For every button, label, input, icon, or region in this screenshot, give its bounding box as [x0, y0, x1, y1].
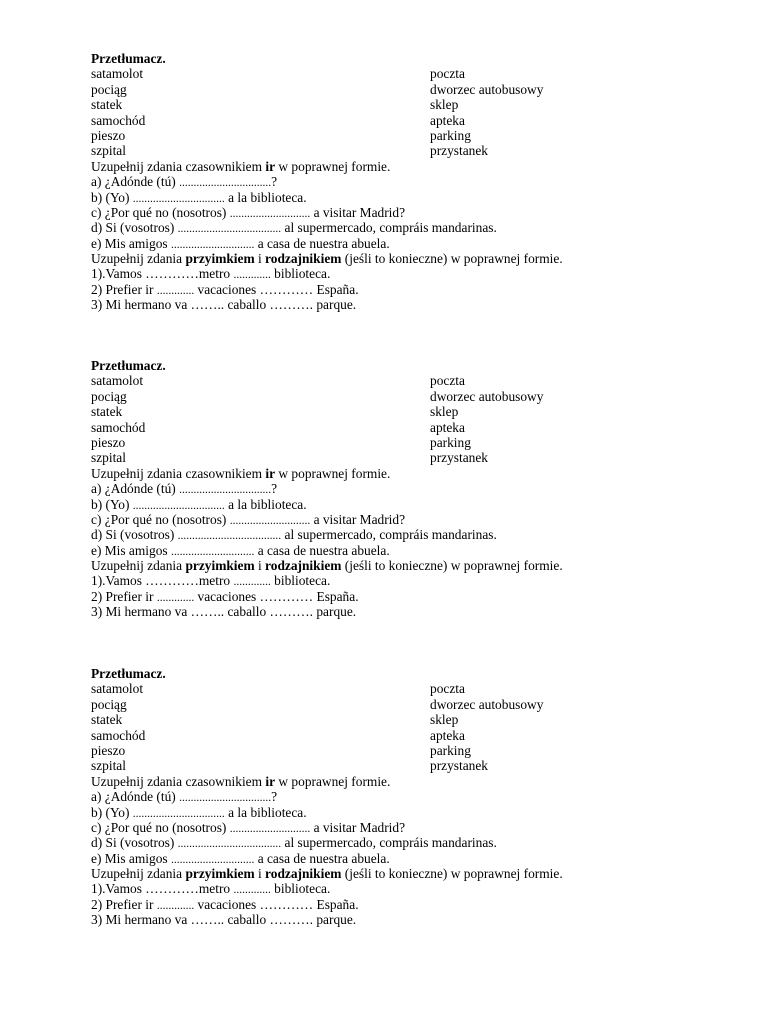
- vocab-word: satamolot: [91, 66, 144, 82]
- vocab-word: pieszo: [91, 434, 126, 450]
- vocab-word: dworzec autobusowy: [430, 388, 544, 404]
- vocab-word: poczta: [430, 681, 465, 697]
- vocab-row: [91, 697, 691, 712]
- vocab-row: [91, 681, 691, 696]
- vocab-word: pieszo: [91, 127, 126, 143]
- vocab-word: pociąg: [91, 81, 127, 97]
- exercise-item: c) ¿Por qué no (nosotros) ............................ a visitar Madrid?: [91, 511, 406, 527]
- worksheet-block: [91, 51, 691, 313]
- block-title: Przetłumacz.: [91, 51, 166, 66]
- exercise-instruction: Uzupełnij zdania czasownikiem ir w poprawnej formie.: [91, 158, 391, 174]
- vocab-word: apteka: [430, 112, 465, 128]
- vocab-word: parking: [430, 127, 471, 143]
- blank-dots: ................................: [132, 192, 225, 205]
- exercise-item: b) (Yo) ................................ a la biblioteca.: [91, 496, 307, 512]
- vocab-word: dworzec autobusowy: [430, 696, 544, 712]
- exercise-item: d) Si (vosotros) .................................... al supermercado, compráis mandarinas.: [91, 835, 497, 851]
- exercise-item: d) Si (vosotros) .................................... al supermercado, compráis mandarinas.: [91, 527, 497, 543]
- blank-dots: .............: [233, 884, 271, 897]
- blank-dots: ................................: [179, 792, 272, 805]
- exercise-instruction: Uzupełnij zdania czasownikiem ir w poprawnej formie.: [91, 773, 391, 789]
- vocab-word: statek: [91, 97, 123, 113]
- blank-dots: ....................................: [177, 838, 282, 851]
- exercise-item: a) ¿Adónde (tú) ................................?: [91, 789, 278, 805]
- exercise-item: 1).Vamos …………metro ............. biblioteca.: [91, 266, 331, 282]
- vocab-row: [91, 404, 691, 419]
- vocab-word: satamolot: [91, 373, 144, 389]
- exercise-item: c) ¿Por qué no (nosotros) ............................ a visitar Madrid?: [91, 819, 406, 835]
- vocab-row: [91, 758, 691, 773]
- exercise-item: 2) Prefier ir ............. vacaciones ………… España.: [91, 896, 359, 912]
- vocab-row: [91, 728, 691, 743]
- blank-dots: ................................: [132, 499, 225, 512]
- exercise-item: b) (Yo) ................................ a la biblioteca.: [91, 804, 307, 820]
- blank-dots: .............................: [170, 238, 255, 251]
- vocab-word: pociąg: [91, 388, 127, 404]
- vocab-row: [91, 66, 691, 81]
- vocab-row: [91, 97, 691, 112]
- blank-dots: .............................: [170, 853, 255, 866]
- vocab-word: przystanek: [430, 143, 489, 159]
- blank-dots: ............................: [229, 207, 311, 220]
- block-title: Przetłumacz.: [91, 666, 166, 681]
- blank-dots: ............................: [229, 822, 311, 835]
- vocab-row: [91, 389, 691, 404]
- vocab-row: [91, 143, 691, 158]
- blank-dots: .............................: [170, 545, 255, 558]
- vocab-row: [91, 743, 691, 758]
- vocab-row: [91, 128, 691, 143]
- exercise-item: 1).Vamos …………metro ............. biblioteca.: [91, 881, 331, 897]
- vocab-row: [91, 420, 691, 435]
- exercise-item: a) ¿Adónde (tú) ................................?: [91, 481, 278, 497]
- vocab-word: sklep: [430, 404, 459, 420]
- vocab-word: przystanek: [430, 758, 489, 774]
- vocab-row: [91, 712, 691, 727]
- vocab-word: sklep: [430, 97, 459, 113]
- vocab-word: poczta: [430, 66, 465, 82]
- vocab-word: satamolot: [91, 681, 144, 697]
- exercise-instruction: Uzupełnij zdania czasownikiem ir w poprawnej formie.: [91, 465, 391, 481]
- block-title: Przetłumacz.: [91, 358, 166, 373]
- blank-dots: ................................: [132, 807, 225, 820]
- vocab-word: samochód: [91, 419, 146, 435]
- exercise-item: c) ¿Por qué no (nosotros) ............................ a visitar Madrid?: [91, 204, 406, 220]
- vocab-word: apteka: [430, 727, 465, 743]
- vocab-word: pociąg: [91, 696, 127, 712]
- blank-dots: ................................: [179, 177, 272, 190]
- vocab-word: samochód: [91, 112, 146, 128]
- blank-dots: ............................: [229, 514, 311, 527]
- exercise-instruction: Uzupełnij zdania przyimkiem i rodzajnikiem (jeśli to konieczne) w poprawnej formie.: [91, 251, 563, 267]
- exercise-item: e) Mis amigos ............................. a casa de nuestra abuela.: [91, 235, 390, 251]
- exercise-item: 1).Vamos …………metro ............. biblioteca.: [91, 573, 331, 589]
- vocab-word: szpital: [91, 143, 126, 159]
- vocab-word: apteka: [430, 419, 465, 435]
- vocab-word: przystanek: [430, 450, 489, 466]
- vocab-word: pieszo: [91, 742, 126, 758]
- exercise-item: 2) Prefier ir ............. vacaciones ………… España.: [91, 588, 359, 604]
- blank-dots: .............: [156, 591, 195, 604]
- blank-dots: .............: [233, 576, 271, 589]
- exercise-item: 3) Mi hermano va …….. caballo ………. parque.: [91, 604, 357, 620]
- exercise-item: 3) Mi hermano va …….. caballo ………. parque.: [91, 297, 357, 313]
- vocab-row: [91, 373, 691, 388]
- exercise-item: e) Mis amigos ............................. a casa de nuestra abuela.: [91, 542, 390, 558]
- vocab-word: dworzec autobusowy: [430, 81, 544, 97]
- exercise-item: b) (Yo) ................................ a la biblioteca.: [91, 189, 307, 205]
- vocab-word: poczta: [430, 373, 465, 389]
- blank-dots: ....................................: [177, 223, 282, 236]
- exercise-instruction: Uzupełnij zdania przyimkiem i rodzajnikiem (jeśli to konieczne) w poprawnej formie.: [91, 866, 563, 882]
- blank-dots: .............: [156, 899, 195, 912]
- exercise-item: 2) Prefier ir ............. vacaciones ………… España.: [91, 281, 359, 297]
- exercise-item: e) Mis amigos ............................. a casa de nuestra abuela.: [91, 850, 390, 866]
- exercise-item: 3) Mi hermano va …….. caballo ………. parque.: [91, 912, 357, 928]
- vocab-word: szpital: [91, 450, 126, 466]
- blank-dots: .............: [233, 269, 271, 282]
- blank-dots: .............: [156, 284, 195, 297]
- vocab-word: samochód: [91, 727, 146, 743]
- blank-dots: ....................................: [177, 530, 282, 543]
- worksheet-block: [91, 358, 691, 620]
- vocab-row: [91, 450, 691, 465]
- vocab-word: parking: [430, 434, 471, 450]
- exercise-instruction: Uzupełnij zdania przyimkiem i rodzajnikiem (jeśli to konieczne) w poprawnej formie.: [91, 558, 563, 574]
- vocab-word: sklep: [430, 712, 459, 728]
- vocab-row: [91, 435, 691, 450]
- vocab-word: szpital: [91, 758, 126, 774]
- vocab-row: [91, 82, 691, 97]
- worksheet-block: [91, 666, 691, 928]
- vocab-word: parking: [430, 742, 471, 758]
- vocab-word: statek: [91, 404, 123, 420]
- vocab-word: statek: [91, 712, 123, 728]
- blank-dots: ................................: [179, 484, 272, 497]
- vocab-row: [91, 113, 691, 128]
- exercise-item: a) ¿Adónde (tú) ................................?: [91, 174, 278, 190]
- exercise-item: d) Si (vosotros) .................................... al supermercado, compráis mandarinas.: [91, 220, 497, 236]
